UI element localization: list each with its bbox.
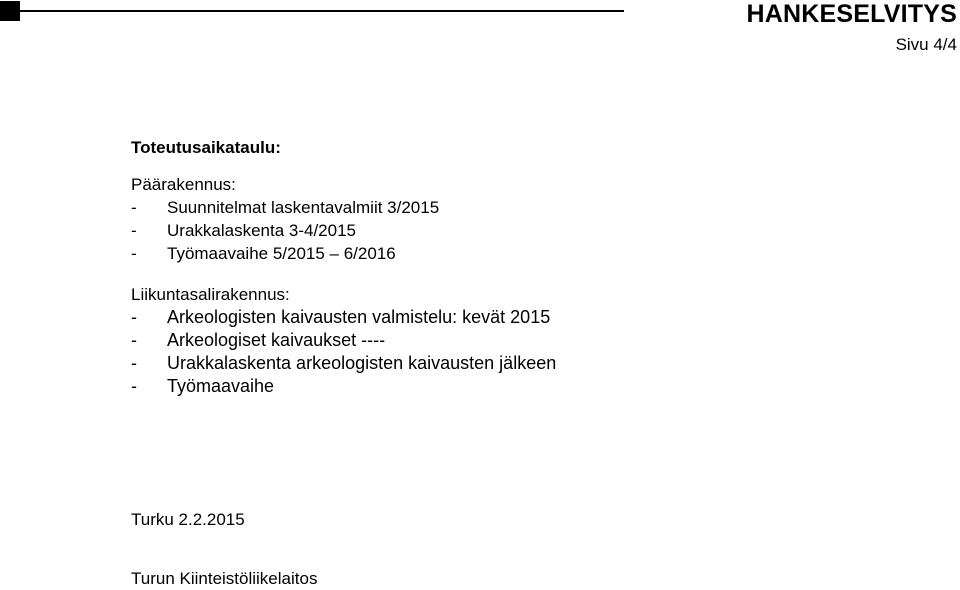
bullet-dash: - bbox=[131, 198, 137, 217]
place-and-date: Turku 2.2.2015 bbox=[131, 510, 245, 529]
list-item bbox=[131, 306, 931, 329]
list-item-text: Työmaavaihe 5/2015 – 6/2016 bbox=[167, 244, 396, 263]
organization-name: Turun Kiinteistöliikelaitos bbox=[131, 569, 318, 588]
sports-building-title: Liikuntasalirakennus: bbox=[131, 285, 290, 304]
list-item bbox=[131, 242, 931, 265]
list-item-text: Urakkalaskenta 3-4/2015 bbox=[167, 221, 357, 240]
list-item-text: Työmaavaihe bbox=[167, 376, 275, 396]
main-building-list bbox=[131, 196, 931, 265]
schedule-heading: Toteutusaikataulu: bbox=[131, 138, 281, 157]
sports-building-list bbox=[131, 306, 931, 398]
list-item-text: Urakkalaskenta arkeologisten kaivausten jälkeen bbox=[167, 353, 557, 373]
bullet-dash: - bbox=[131, 376, 137, 396]
list-item bbox=[131, 329, 931, 352]
bullet-dash: - bbox=[131, 307, 137, 327]
header-rule bbox=[20, 10, 624, 12]
list-item-text: Arkeologisten kaivausten valmistelu: kevät 2015 bbox=[167, 307, 551, 327]
list-item bbox=[131, 352, 931, 375]
list-item bbox=[131, 375, 931, 398]
list-item bbox=[131, 196, 931, 219]
page-number: Sivu 4/4 bbox=[895, 35, 957, 54]
bullet-dash: - bbox=[131, 244, 137, 263]
main-building-title: Päärakennus: bbox=[131, 175, 236, 194]
list-item-text: Arkeologiset kaivaukset ---- bbox=[167, 330, 386, 350]
schedule-section bbox=[131, 136, 931, 398]
bullet-dash: - bbox=[131, 353, 137, 373]
list-item bbox=[131, 219, 931, 242]
bullet-dash: - bbox=[131, 330, 137, 350]
bullet-dash: - bbox=[131, 221, 137, 240]
document-title: HANKESELVITYS bbox=[746, 0, 957, 28]
list-item-text: Suunnitelmat laskentavalmiit 3/2015 bbox=[167, 198, 440, 217]
header-marker-square bbox=[0, 1, 20, 21]
